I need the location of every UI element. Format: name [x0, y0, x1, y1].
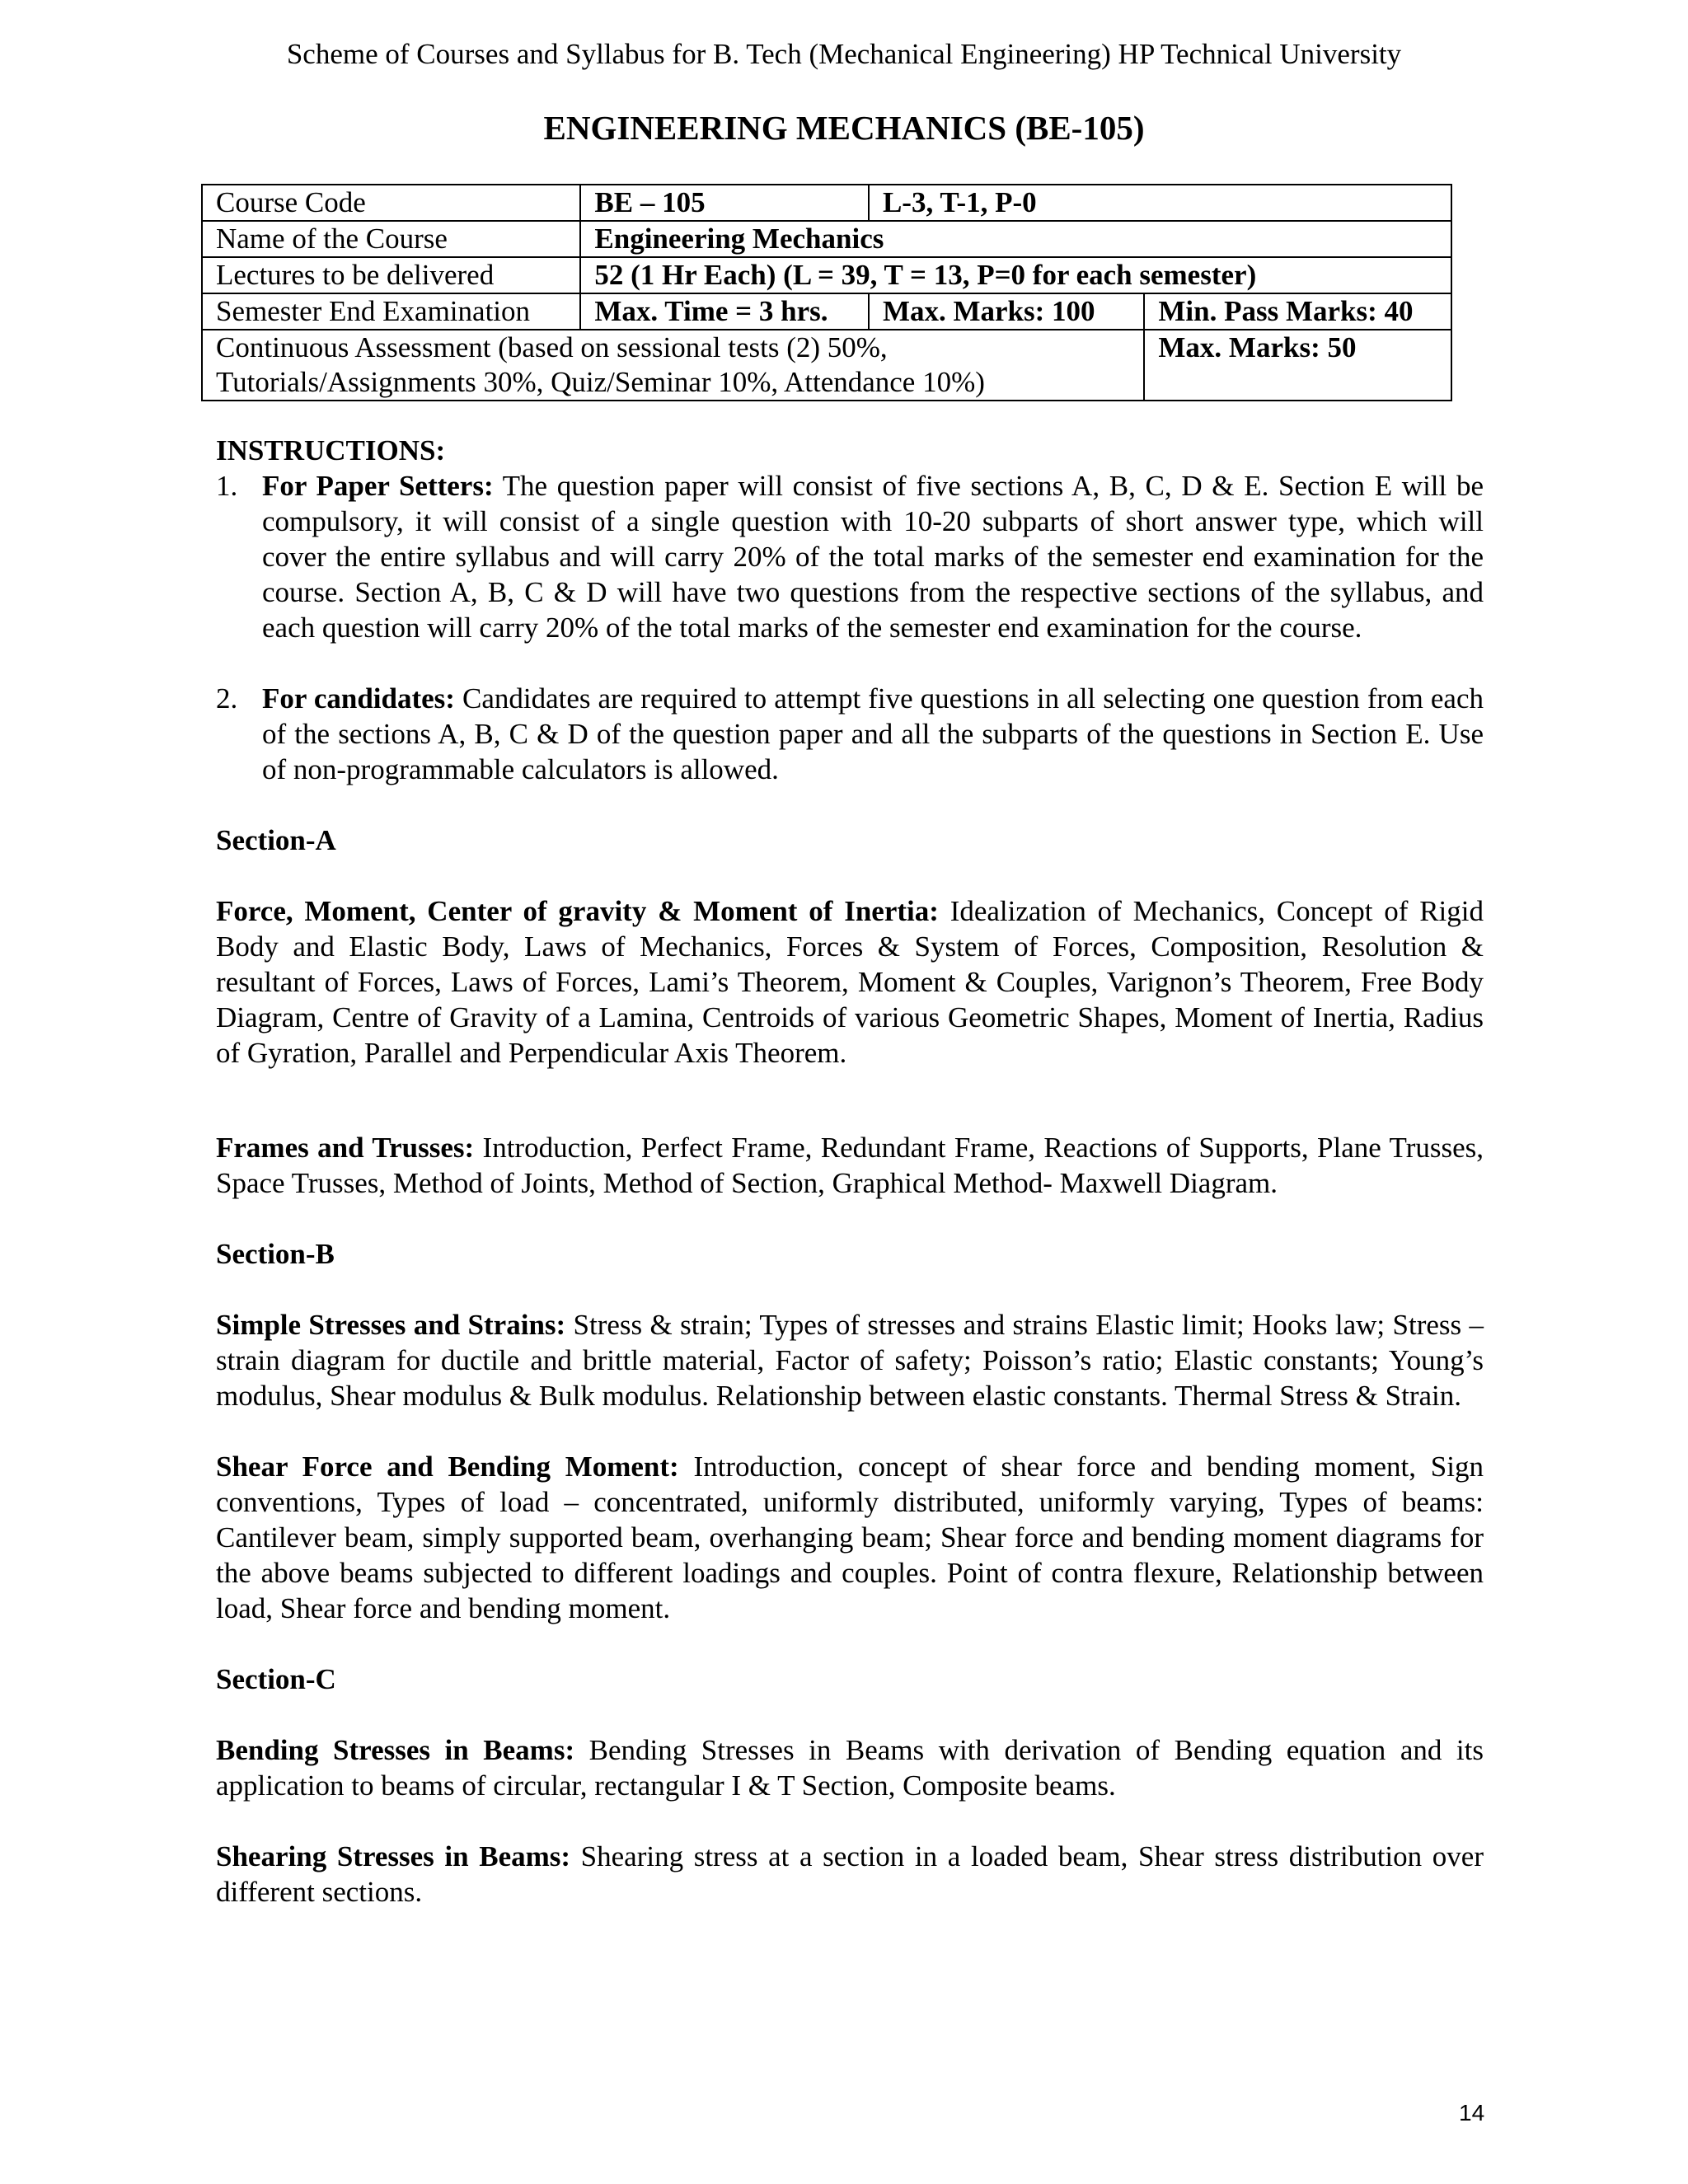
exam-label: Semester End Examination — [202, 293, 580, 330]
topic-paragraph — [216, 1307, 1484, 1413]
syllabus-content — [216, 433, 1484, 1910]
topic-title: Bending Stresses in Beams: — [216, 1734, 575, 1766]
instructions-heading: INSTRUCTIONS: — [216, 434, 446, 466]
topic-title: Force, Moment, Center of gravity & Moment of Inertia: — [216, 895, 939, 927]
instruction-lead: For candidates: — [262, 682, 455, 715]
course-details-table — [201, 184, 1452, 401]
instruction-item — [216, 681, 1484, 787]
topic-title: Simple Stresses and Strains: — [216, 1309, 566, 1341]
document-header: Scheme of Courses and Syllabus for B. Tech (Mechanical Engineering) HP Technical University — [286, 38, 1402, 70]
lectures-value: 52 (1 Hr Each) (L = 39, T = 13, P=0 for each semester) — [580, 257, 1451, 293]
table-row — [202, 330, 1451, 401]
topic-paragraph — [216, 1839, 1484, 1910]
course-name-label: Name of the Course — [202, 221, 580, 257]
table-row — [202, 293, 1451, 330]
table-row — [202, 221, 1451, 257]
course-title: ENGINEERING MECHANICS (BE-105) — [543, 109, 1145, 147]
table-row — [202, 257, 1451, 293]
topic-text: Introduction, concept of shear force and bending moment, Sign conventions, Types of load – concentrated, uniformly distributed, uniformly varying, Types of beams: Cantilever beam, simply supported beam, overhanging beam; Shear force and bending moment diagrams for the above beams subjected to different loadings and couples. Point of contra flexure, Relationship between load, Shear force and bending moment. — [216, 1451, 1484, 1624]
topic-paragraph — [216, 893, 1484, 1071]
course-code-value: BE – 105 — [580, 185, 869, 221]
topic-paragraph — [216, 1449, 1484, 1626]
topic-text: Shearing stress at a section in a loaded beam, Shear stress distribution over different sections. — [216, 1840, 1484, 1908]
course-name-value: Engineering Mechanics — [580, 221, 1451, 257]
topic-text: Stress & strain; Types of stresses and strains Elastic limit; Hooks law; Stress – strain diagram for ductile and brittle material, Factor of safety; Poisson’s ratio; Elastic constants; Young’s modulus, Shear modulus & Bulk modulus. Relationship between elastic constants. Thermal Stress & Strain. — [216, 1309, 1484, 1412]
topic-text: Bending Stresses in Beams with derivation of Bending equation and its application to beams of circular, rectangular I & T Section, Composite beams. — [216, 1734, 1484, 1802]
exam-max-marks: Max. Marks: 100 — [869, 293, 1144, 330]
instruction-number: 2. — [216, 682, 238, 715]
course-code-label: Course Code — [202, 185, 580, 221]
topic-text: Idealization of Mechanics, Concept of Rigid Body and Elastic Body, Laws of Mechanics, Forces & System of Forces, Composition, Resolution & resultant of Forces, Laws of Forces, Lami’s Theorem, Moment & Couples, Varignon’s Theorem, Free Body Diagram, Centre of Gravity of a Lamina, Centroids of various Geometric Shapes, Moment of Inertia, Radius of Gyration, Parallel and Perpendicular Axis Theorem. — [216, 895, 1484, 1069]
continuous-assessment-text: Continuous Assessment (based on sessional tests (2) 50%, Tutorials/Assignments 30%, Quiz/Seminar 10%, Attendance 10%) — [202, 330, 1144, 401]
topic-title: Shearing Stresses in Beams: — [216, 1840, 571, 1872]
exam-time: Max. Time = 3 hrs. — [580, 293, 869, 330]
topic-title: Shear Force and Bending Moment: — [216, 1451, 679, 1483]
exam-pass-marks: Min. Pass Marks: 40 — [1144, 293, 1451, 330]
topic-title: Frames and Trusses: — [216, 1132, 475, 1164]
page-number: 14 — [1459, 2100, 1485, 2125]
section-c-heading: Section-C — [216, 1663, 336, 1695]
section-a-heading: Section-A — [216, 824, 336, 856]
topic-paragraph — [216, 1732, 1484, 1803]
instruction-text: The question paper will consist of five sections A, B, C, D & E. Section E will be compulsory, it will consist of a single question with 10-20 subparts of short answer type, which will cover the entire syllabus and will carry 20% of the total marks of the semester end examination for the course. Section A, B, C & D will have two questions from the respective sections of the syllabus, and each question will carry 20% of the total marks of the semester end examination for the course. — [262, 470, 1484, 644]
topic-paragraph — [216, 1130, 1484, 1201]
topic-text: Introduction, Perfect Frame, Redundant Frame, Reactions of Supports, Plane Trusses, Space Trusses, Method of Joints, Method of Section, Graphical Method- Maxwell Diagram. — [216, 1132, 1484, 1199]
ltp-value: L-3, T-1, P-0 — [869, 185, 1451, 221]
instruction-text: Candidates are required to attempt five questions in all selecting one question from each of the sections A, B, C & D of the question paper and all the subparts of the questions in Section E. Use of non-programmable calculators is allowed. — [262, 682, 1484, 785]
lectures-label: Lectures to be delivered — [202, 257, 580, 293]
instruction-number: 1. — [216, 470, 238, 502]
instruction-lead: For Paper Setters: — [262, 470, 494, 502]
table-row — [202, 185, 1451, 221]
section-b-heading: Section-B — [216, 1238, 335, 1270]
continuous-assessment-marks: Max. Marks: 50 — [1144, 330, 1451, 401]
instruction-item — [216, 468, 1484, 645]
